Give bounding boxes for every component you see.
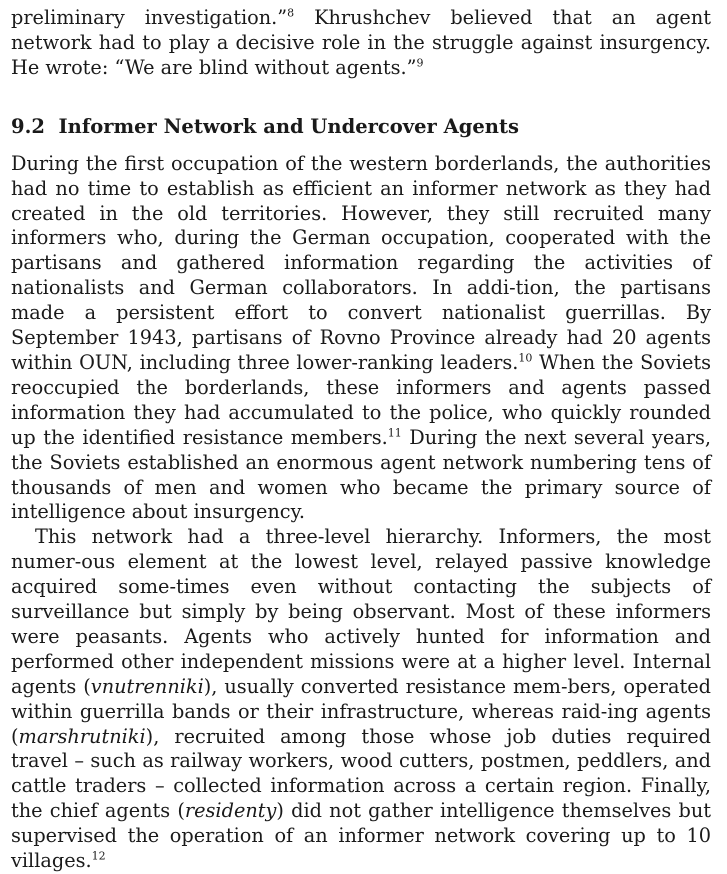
term-vnutrenniki: vnutrenniki: [90, 674, 204, 698]
paragraph-2-text-2: ), usually converted resistance mem-bers, operated within guerrilla bands or their infrastructure, whereas raid-ing agents (: [11, 674, 711, 748]
term-residenty: residenty: [184, 799, 277, 823]
paragraph-1-text-2: When the Soviets reoccupied the borderlands, these informers and agents passed information they had accumulated to the police, who quickly rounded up the identified resistance members.: [11, 350, 711, 449]
paragraph-1-text-3: During the next several years, the Soviets established an enormous agent network numbering tens of thousands of men and women who became the primary source of intelligence about insurgency.: [11, 425, 711, 524]
page-body: [11, 6, 711, 874]
section-number: 9.2: [11, 114, 45, 138]
paragraph-1: [11, 152, 711, 526]
intro-text-2: Khrushchev believed that an agent network had to play a decisive role in the struggle against insurgency. He wrote: “We are blind without agents.”: [11, 6, 711, 79]
intro-text-1: preliminary investigation.”: [11, 6, 288, 29]
intro-paragraph: [11, 6, 711, 81]
paragraph-2-text-1: This network had a three-level hierarchy. Informers, the most numer-ous element at the lowest level, relayed passive knowledge acquired some-times even without contacting the subjects of surveillance but simply by being observant. Most of these informers were peasants. Agents who actively hunted for information and performed other independent missions were at a higher level. Internal agents (: [11, 525, 711, 698]
section-heading: [11, 115, 711, 139]
footnote-ref-8: 8: [287, 6, 295, 20]
paragraph-1-text-1: During the first occupation of the western borderlands, the authorities had no time to establish as efficient an informer network as they had created in the old territories. However, they still recruited many informers who, during the German occupation, cooperated with the partisans and gathered information regarding the activities of nationalists and German collaborators. In addi-tion, the partisans made a persistent effort to convert nationalist guerrillas. By September 1943, partisans of Rovno Province already had 20 agents within OUN, including three lower-ranking leaders.: [11, 151, 711, 374]
section-title: Informer Network and Undercover Agents: [58, 114, 519, 138]
footnote-ref-11: 11: [387, 426, 402, 440]
paragraph-2-text-4: ) did not gather intelligence themselves but supervised the operation of an informer network covering up to 10 villages.: [11, 799, 711, 873]
footnote-ref-10: 10: [518, 351, 533, 365]
term-marshrutniki: marshrutniki: [18, 724, 146, 748]
footnote-ref-12: 12: [91, 849, 106, 863]
footnote-ref-9: 9: [416, 56, 424, 70]
paragraph-2-text-3: ), recruited among those whose job duties required travel – such as railway workers, wood cutters, postmen, peddlers, and cattle traders – collected information across a certain region. Finally, the chief agents (: [11, 724, 711, 823]
paragraph-2: [11, 525, 711, 874]
